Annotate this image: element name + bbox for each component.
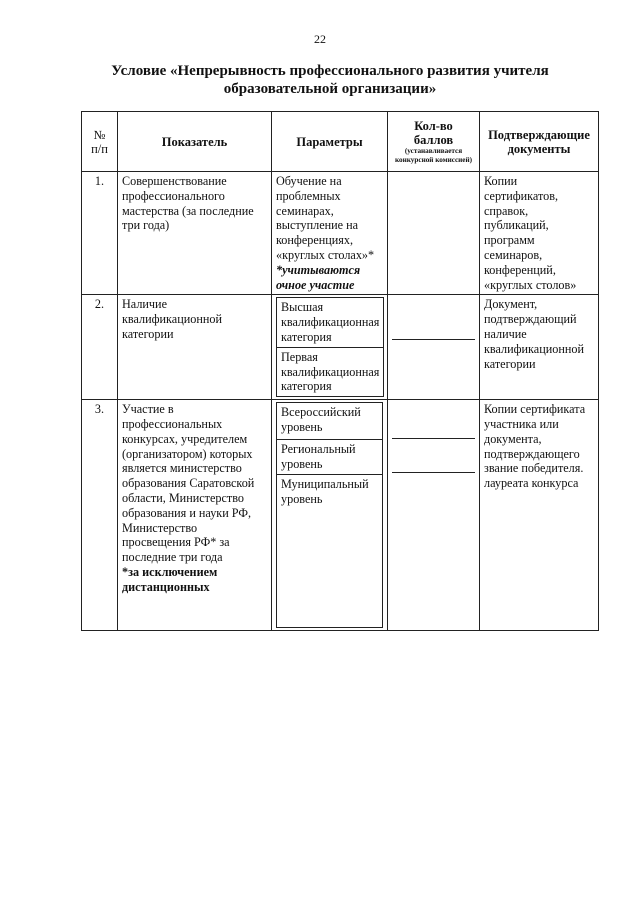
conditions-table — [81, 111, 599, 631]
header-score-line-2: баллов — [413, 133, 454, 147]
header-documents — [480, 112, 599, 172]
row-score — [388, 400, 480, 631]
parameter-item: Первая квалификационная категория — [277, 347, 384, 396]
indicator-text: Участие в профессиональных конкурсах, учредителем (организатором) которых является министерство образования Саратовской области, Министерство образования и науки РФ, Министерство просвещения РФ* за последние три года — [122, 402, 255, 565]
score-cell — [392, 340, 475, 380]
parameter-list — [276, 297, 384, 397]
row-documents: Копии сертификатов, справок, публикаций, программ семинаров, конференций, «круглых столов» — [480, 172, 599, 295]
header-documents-line-2: документы — [507, 141, 571, 156]
row-score — [388, 172, 480, 295]
header-documents-line-1: Подтверждающие — [488, 127, 590, 142]
parameter-item: Высшая квалификационная категория — [277, 298, 384, 347]
row-indicator: Совершенствование профессионального мастерства (за последние три года) — [118, 172, 272, 295]
row-parameters — [272, 172, 388, 295]
parameter-list — [276, 402, 383, 628]
row-number: 1. — [82, 172, 118, 295]
score-cell — [392, 297, 475, 340]
table-row — [82, 400, 599, 631]
header-parameters: Параметры — [272, 112, 388, 172]
row-documents: Документ, подтверждающий наличие квалификационной категории — [480, 295, 599, 400]
indicator-note: *за исключением дистанционных — [122, 564, 218, 594]
table-header-row — [82, 112, 599, 172]
table-row — [82, 172, 599, 295]
page-number: 22 — [314, 32, 326, 46]
title-line-1: Условие «Непрерывность профессионального развития учителя — [111, 63, 549, 79]
header-number-line-1: № — [93, 127, 106, 142]
header-number — [82, 112, 118, 172]
header-score — [388, 112, 480, 172]
header-number-line-2: п/п — [91, 141, 108, 156]
header-score-line-1: Кол-во — [414, 119, 453, 133]
score-cell — [392, 402, 475, 439]
score-cell — [392, 439, 475, 473]
row-documents: Копии сертификата участника или документа, подтверждающего звание победителя. лауреата конкурса — [480, 400, 599, 631]
header-indicator: Показатель — [118, 112, 272, 172]
score-cell — [392, 473, 475, 623]
parameter-note: *учитываются очное участие — [276, 262, 361, 292]
row-indicator: Наличие квалификационной категории — [118, 295, 272, 400]
parameter-item: Всероссийский уровень — [277, 403, 383, 440]
row-parameters — [272, 400, 388, 631]
row-number: 2. — [82, 295, 118, 400]
row-parameters — [272, 295, 388, 400]
parameter-item: Региональный уровень — [277, 440, 383, 475]
parameter-item: Муниципальный уровень — [277, 474, 383, 627]
title-line-2: образовательной организации» — [223, 81, 437, 97]
table-row — [82, 295, 599, 400]
parameter-text: Обучение на проблемных семинарах, выступление на конференциях, «круглых столах»* — [276, 174, 375, 262]
document-title — [90, 62, 570, 98]
header-score-note: (устанавливается конкурсной комиссией) — [394, 147, 473, 164]
row-number: 3. — [82, 400, 118, 631]
row-score — [388, 295, 480, 400]
row-indicator — [118, 400, 272, 631]
